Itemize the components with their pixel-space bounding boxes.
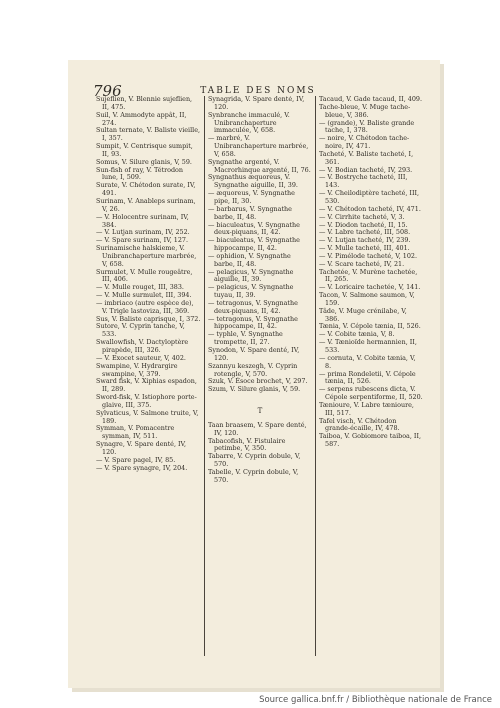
index-entry: — V. Cobite tænia, V, 8. xyxy=(319,330,395,339)
source-credit: Source gallica.bnf.fr / Bibliothèque nationale de France xyxy=(259,695,492,705)
index-entry: Sword-fisk, V. Istiophore porte-glaive, III, 375. xyxy=(96,393,197,409)
index-entry: Tacheté, V. Baliste tacheté, I, 361. xyxy=(319,149,414,166)
index-entry: Syngnathus æquoreus, V. Syngnathe aiguille, II, 39. xyxy=(208,173,298,190)
index-entry: Symman, V. Pomacentre symman, IV, 511. xyxy=(96,424,175,441)
column-2-entries-t xyxy=(208,422,312,485)
index-entry: — noire, V. Chétodon tache-noire, IV, 471. xyxy=(319,134,410,151)
index-entry: — tetragonus, V. Syngnathe hippocampe, II, 42. xyxy=(208,314,298,331)
index-entry: Tachetée, V. Murène tachetée, II, 265. xyxy=(319,267,418,284)
index-entry: Syngnathe argenté, V. Macrorhinque argenté, II, 76. xyxy=(208,157,311,174)
index-entry: — V. Tænioïde hermannien, II, 533. xyxy=(319,338,417,354)
index-entry: — V. Bostryche tacheté, III, 143. xyxy=(319,173,408,190)
index-entry: Swampine, V. Hydrargire swampine, V, 379. xyxy=(96,361,178,378)
index-entry: Sun-fish of ray, V. Tétrodon lune, I, 509. xyxy=(96,165,184,182)
index-entry: — ophidion, V. Syngnathe barbe, II, 48. xyxy=(208,251,291,268)
index-entry: — prima Rondeletii, V. Cépole tænia, II, 526. xyxy=(319,369,416,386)
index-entry: — typhle, V. Syngnathe trompette, II, 27. xyxy=(208,330,283,347)
index-column-1 xyxy=(93,96,204,656)
index-entry: — V. Loricaire tachetée, V, 141. xyxy=(319,283,421,292)
index-entry: — V. Bodian tacheté, IV, 293. xyxy=(319,165,413,174)
index-entry: Szannyu keszegh, V. Cyprin rotengle, V, 570. xyxy=(208,361,298,378)
index-entry: Taan braasem, V. Spare denté, IV, 120. xyxy=(208,420,307,437)
index-entry: Synagre, V. Spare denté, IV, 120. xyxy=(96,440,187,456)
index-entry: — biaculeatus, V. Syngnathe deux-piquans, II, 42. xyxy=(208,220,300,237)
index-entry: — pelagicus, V. Syngnathe aiguille, II, 39. xyxy=(208,267,294,284)
column-2-entries-s xyxy=(208,96,312,394)
index-entry: — barbarus, V. Syngnathe barbe, II, 48. xyxy=(208,204,292,221)
index-entry: Tâde, V. Muge crénilabe, V, 386. xyxy=(319,306,407,323)
index-entry: — V. Cirrhite tacheté, V, 3. xyxy=(319,212,405,221)
index-entry: Sutore, V. Cyprin tanche, V, 533. xyxy=(96,322,185,339)
index-entry: Synbranche immaculé, V. Unibranchaperture immaculée, V, 658. xyxy=(208,110,290,135)
index-entry: — marbré, V. Unibranchaperture marbrée, V, 658. xyxy=(208,134,309,158)
index-column-3 xyxy=(315,96,426,656)
index-entry: Suil, V. Ammodyte appât, II, 274. xyxy=(96,110,187,127)
index-entry: Tache-bleue, V. Muge tache-bleue, V, 386. xyxy=(319,102,411,119)
index-entry: Tacaud, V. Gade tacaud, II, 409. xyxy=(319,96,422,103)
index-entry: — V. Lutjan surinam, IV, 252. xyxy=(96,228,190,237)
index-entry: — V. Chétodon tacheté, IV, 471. xyxy=(319,204,421,213)
index-entry: Sus, V. Baliste caprisque, I, 372. xyxy=(96,314,201,323)
index-entry: — pelagicus, V. Syngnathe tuyau, II, 39. xyxy=(208,283,294,300)
index-entry: — biaculeatus, V. Syngnathe hippocampe, II, 42. xyxy=(208,236,300,253)
index-columns xyxy=(93,96,428,656)
index-entry: Tacon, V. Salmone saumon, V, 159. xyxy=(319,291,415,307)
index-entry: Tabarre, V. Cyprin dobule, V, 570. xyxy=(208,452,301,469)
index-entry: — imbriaco (autre espèce de), V. Trigle lastoviza, III, 369. xyxy=(96,298,194,315)
index-entry: Sujeflien, V. Blennie sujeflien, II, 475. xyxy=(96,96,193,111)
index-entry: Surinamische halskieme, V. Unibranchaperture marbrée, V, 658. xyxy=(96,244,197,268)
index-entry: — V. Cheilodiptère tacheté, III, 530. xyxy=(319,189,420,205)
section-letter: T xyxy=(257,407,263,416)
index-entry: — V. Diodon tacheté, II, 15. xyxy=(319,220,408,229)
index-entry: — V. Labre tacheté, III, 508. xyxy=(319,228,411,237)
index-entry: — V. Spare synagre, IV, 204. xyxy=(96,463,188,472)
index-entry: — V. Spare pagel, IV, 85. xyxy=(96,455,176,464)
index-entry: — V. Mulle rouget, III, 383. xyxy=(96,283,184,292)
index-entry: Sultan ternate, V. Baliste vieille, I, 357. xyxy=(96,126,201,143)
index-column-2 xyxy=(204,96,315,656)
index-entry: — V. Holocentre surinam, IV, 384. xyxy=(96,212,189,229)
index-entry: Tænioure, V. Labre tænioure, III, 517. xyxy=(319,400,414,417)
index-entry: — V. Spare surinam, IV, 127. xyxy=(96,236,188,245)
index-entry: Szuk, V. Ésoce brochet, V, 297. xyxy=(208,377,308,386)
index-entry: — V. Mulle surmulet, III, 394. xyxy=(96,291,192,300)
index-entry: Surmulet, V. Mulle rougeâtre, III, 406. xyxy=(96,267,193,284)
index-entry: — æquoreus, V. Syngnathe pipe, II, 30. xyxy=(208,189,295,205)
index-entry: Synagrida, V. Spare denté, IV, 120. xyxy=(208,96,305,111)
index-entry: — V. Exocet sauteur, V, 402. xyxy=(96,353,186,362)
index-entry: Surinam, V. Anableps surinam, V, 26. xyxy=(96,196,196,213)
index-entry: Somus, V. Silure glanis, V, 59. xyxy=(96,157,192,166)
index-entry: — serpens rubescens dicta, V. Cépole serpentiforme, II, 520. xyxy=(319,385,423,402)
index-entry: — V. Mulle tacheté, III, 401. xyxy=(319,244,410,253)
index-entry: Sylvaticus, V. Salmone truite, V, 189. xyxy=(96,408,199,425)
running-title: TABLE DES NOMS xyxy=(200,86,316,96)
index-entry: Sward fisk, V. Xiphias espadon, II, 289. xyxy=(96,377,197,394)
index-entry: Tænia, V. Cépole tænia, II, 526. xyxy=(319,322,421,331)
index-entry: Szum, V. Silure glanis, V, 59. xyxy=(208,385,301,394)
index-entry: Tafel visch, V. Chétodon grande-écaille, IV, 478. xyxy=(319,416,400,433)
index-entry: — tetragonus, V. Syngnathe deux-piquans, II, 42. xyxy=(208,298,298,315)
index-entry: — V. Pimélode tacheté, V, 102. xyxy=(319,251,418,260)
index-entry: Tabelle, V. Cyprin dobule, V, 570. xyxy=(208,467,299,484)
index-entry: Tabacofish, V. Fistulaire petimbe, V, 350. xyxy=(208,436,286,453)
page-number: 796 xyxy=(93,82,122,100)
index-entry: Sumpit, V. Centrisque sumpit, II, 93. xyxy=(96,142,193,158)
index-entry: — V. Scare tacheté, IV, 21. xyxy=(319,259,405,268)
index-entry: — cornuta, V. Cobite tænia, V, 8. xyxy=(319,353,416,370)
index-entry: Swallowfish, V. Dactyloptère pirapède, III, 326. xyxy=(96,338,189,354)
index-entry: — (grande), V. Baliste grande tache, I, 378. xyxy=(319,118,415,135)
index-entry: — V. Lutjan tacheté, IV, 239. xyxy=(319,236,411,245)
index-entry: Synodon, V. Spare denté, IV, 120. xyxy=(208,346,300,362)
index-entry: Taiboa, V. Gobiomore taiboa, II, 587. xyxy=(319,432,422,449)
index-entry: Surate, V. Chétodon surate, IV, 491. xyxy=(96,181,196,198)
